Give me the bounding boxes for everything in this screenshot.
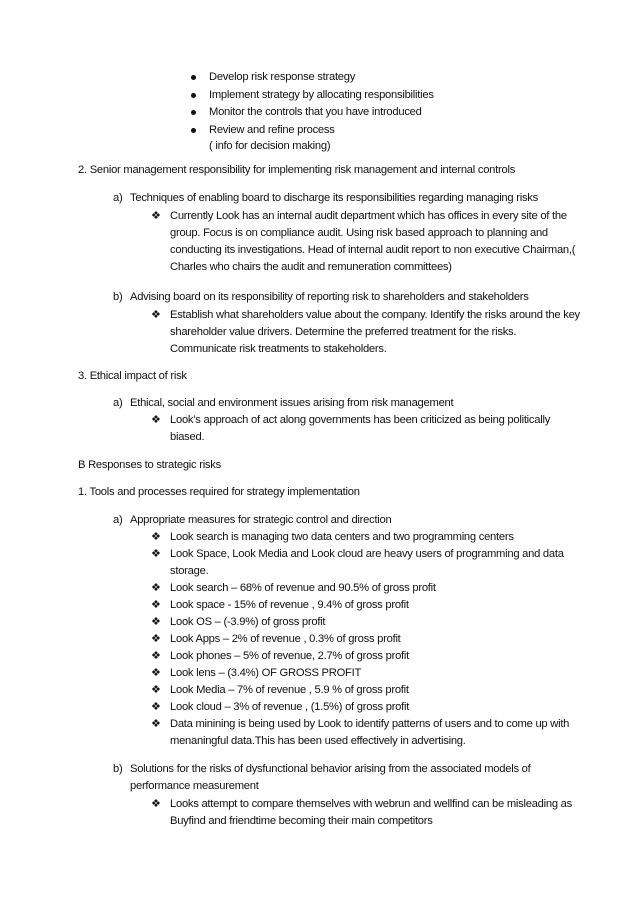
- s2b-text: Advising board on its responsibility of reporting risk to shareholders and stakeholders: [130, 291, 529, 303]
- b1a-item-11: Data minining is being used by Look to identify patterns of users and to come up with: [170, 718, 570, 730]
- b1a-item-5: Look OS – (-3.9%) of gross profit: [170, 616, 326, 628]
- s2b-item-line-3: Communicate risk treatments to stakeholders.: [170, 343, 387, 355]
- b1b-item-line-1: Looks attempt to compare themselves with webrun and wellfind can be misleading as: [170, 798, 572, 810]
- diamond-icon: ❖: [151, 633, 161, 645]
- b1a-label: a): [113, 514, 123, 526]
- bullet-icon: [191, 128, 196, 133]
- b1a-item-2: Look Space, Look Media and Look cloud are heavy users of programming and data: [170, 548, 564, 560]
- diamond-icon: ❖: [151, 650, 161, 662]
- s2b-label: b): [113, 291, 123, 303]
- b1a-item-9: Look Media – 7% of revenue , 5.9 % of gross profit: [170, 684, 409, 696]
- diamond-icon: ❖: [151, 798, 161, 810]
- b1b-text-line-2: performance measurement: [130, 780, 259, 792]
- b1a-text: Appropriate measures for strategic control and direction: [130, 514, 392, 526]
- diamond-icon: ❖: [151, 701, 161, 713]
- s3a-item-line-1: Look’s approach of act along governments has been criticized as being politically: [170, 414, 551, 426]
- b1a-item-8: Look lens – (3.4%) OF GROSS PROFIT: [170, 667, 362, 679]
- top-bullet-4-continuation: ( info for decision making): [209, 140, 331, 152]
- diamond-icon: ❖: [151, 684, 161, 696]
- section-b-heading: B Responses to strategic risks: [78, 459, 221, 471]
- diamond-icon: ❖: [151, 582, 161, 594]
- diamond-icon: ❖: [151, 616, 161, 628]
- s2a-item-line-2: group. Focus is on compliance audit. Using risk based approach to planning and: [170, 227, 548, 239]
- b1a-item-6: Look Apps – 2% of revenue , 0.3% of gross profit: [170, 633, 401, 645]
- s2a-text: Techniques of enabling board to discharge its responsibilities regarding managing risks: [130, 192, 538, 204]
- diamond-icon: ❖: [151, 531, 161, 543]
- diamond-icon: ❖: [151, 210, 161, 222]
- top-bullet-3: Monitor the controls that you have introduced: [209, 106, 422, 118]
- diamond-icon: ❖: [151, 667, 161, 679]
- s2a-item-line-4: Charles who chairs the audit and remuneration committees): [170, 261, 452, 273]
- b1a-item-2-continuation: storage.: [170, 565, 209, 577]
- s2b-item-line-1: Establish what shareholders value about the company. Identify the risks around the key: [170, 309, 580, 321]
- diamond-icon: ❖: [151, 599, 161, 611]
- section-3-heading: 3. Ethical impact of risk: [78, 370, 187, 382]
- s2a-label: a): [113, 192, 123, 204]
- b1a-item-1: Look search is managing two data centers and two programming centers: [170, 531, 514, 543]
- b1b-item-line-2: Buyfind and friendtime becoming their main competitors: [170, 815, 433, 827]
- b1a-item-7: Look phones – 5% of revenue, 2.7% of gross profit: [170, 650, 410, 662]
- diamond-icon: ❖: [151, 309, 161, 321]
- top-bullet-1: Develop risk response strategy: [209, 71, 356, 83]
- section-b1-heading: 1. Tools and processes required for strategy implementation: [78, 486, 360, 498]
- b1a-item-4: Look space - 15% of revenue , 9.4% of gross profit: [170, 599, 409, 611]
- b1a-item-10: Look cloud – 3% of revenue , (1.5%) of gross profit: [170, 701, 410, 713]
- s2b-item-line-2: shareholder value drivers. Determine the preferred treatment for the risks.: [170, 326, 517, 338]
- diamond-icon: ❖: [151, 548, 161, 560]
- top-bullet-2: Implement strategy by allocating responsibilities: [209, 89, 434, 101]
- bullet-icon: [191, 75, 196, 80]
- top-bullet-4: Review and refine process: [209, 124, 335, 136]
- diamond-icon: ❖: [151, 414, 161, 426]
- s3a-text: Ethical, social and environment issues arising from risk management: [130, 397, 454, 409]
- s3a-item-line-2: biased.: [170, 431, 205, 443]
- b1a-item-3: Look search – 68% of revenue and 90.5% of gross profit: [170, 582, 436, 594]
- section-2-heading: 2. Senior management responsibility for implementing risk management and internal controls: [78, 164, 516, 176]
- bullet-icon: [191, 93, 196, 98]
- diamond-icon: ❖: [151, 718, 161, 730]
- s2a-item-line-1: Currently Look has an internal audit department which has offices in every site of the: [170, 210, 567, 222]
- bullet-icon: [191, 110, 196, 115]
- s2a-item-line-3: conducting its investigations. Head of internal audit report to non executive Chairman,(: [170, 244, 576, 256]
- b1b-label: b): [113, 763, 123, 775]
- s3a-label: a): [113, 397, 123, 409]
- b1b-text-line-1: Solutions for the risks of dysfunctional behavior arising from the associated models of: [130, 763, 531, 775]
- b1a-item-11-continuation: menaningful data.This has been used effectively in advertising.: [170, 735, 466, 747]
